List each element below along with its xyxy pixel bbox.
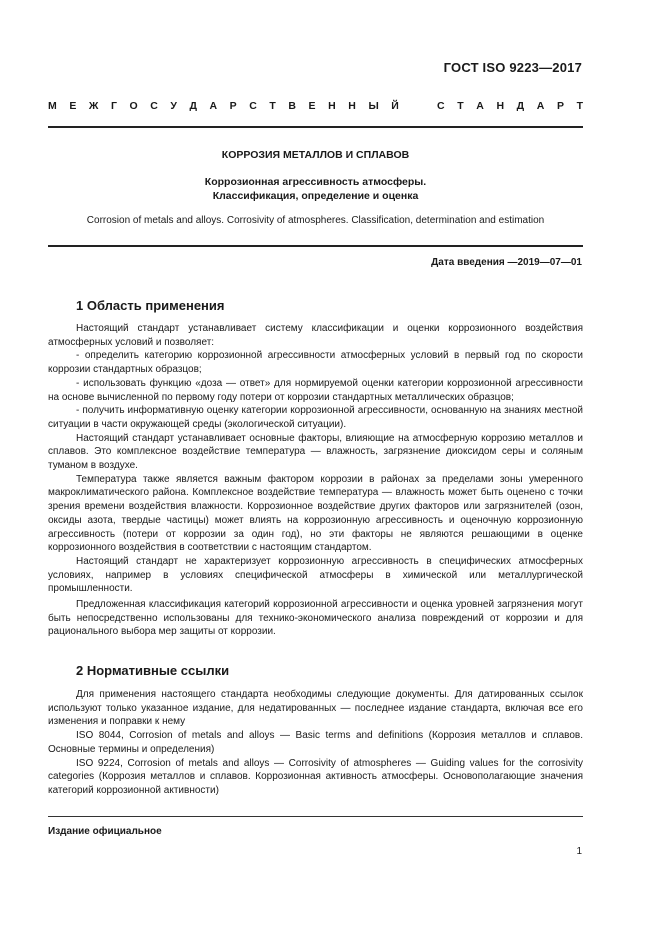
section-2-body <box>48 688 583 798</box>
list-item: - определить категорию коррозионной агрессивности атмосферных условий в первый год по скорости коррозии стандартных образцов; <box>48 350 583 376</box>
footer-rule <box>48 816 583 817</box>
document-code: ГОСТ ISO 9223—2017 <box>443 60 582 75</box>
interstate-word: М Е Ж Г О С У Д А Р С Т В Е Н Н Ы Й <box>48 100 399 112</box>
title-rule <box>48 245 583 247</box>
introduction-date: Дата введения —2019—07—01 <box>431 257 582 268</box>
list-item: - получить информативную оценку категории коррозионной агрессивности, основанную на знаниях местной ситуации в части окружающей среды (экологической ситуации). <box>48 405 583 430</box>
section-2-heading: 2 Нормативные ссылки <box>76 663 230 678</box>
title-subtitle <box>48 175 583 203</box>
paragraph: Температура также является важным фактором коррозии в районах за пределами зоны умеренного макроклиматического района. Комплексное воздействие температура — влажность может быть оценено с точки зрения времени воздействия влажности. Коррозионное воздействие других факторов или загрязнителей (озон, оксиды азота, твердые частицы) может влиять на коррозионную агрессивность и оценочную коррозионную агрессивность (потери от коррозии за один год), но эти факторы не являются решающими в оценке коррозионного воздействия в соответствии с настоящим стандартом. <box>48 473 583 554</box>
title-subtitle-line2: Классификация, определение и оценка <box>212 190 419 202</box>
paragraph: Настоящий стандарт не характеризует коррозионную агрессивность в специфических атмосферных условиях, например в условиях специфической атмосферы в химической или металлургической промышленности. <box>48 555 583 595</box>
title-subtitle-line1: Коррозионная агрессивность атмосферы. <box>204 176 427 188</box>
title-main: КОРРОЗИЯ МЕТАЛЛОВ И СПЛАВОВ <box>221 149 410 161</box>
paragraph: Настоящий стандарт устанавливает систему классификации и оценки коррозионного воздействия атмосферных условий и позволяет: <box>48 323 583 348</box>
section-1-body <box>48 322 583 639</box>
official-edition-label: Издание официальное <box>48 826 162 837</box>
reference-item: ISO 9224, Corrosion of metals and alloys — Corrosivity of atmospheres — Guiding values for the corrosivity categories (Коррозия металлов и сплавов. Коррозионная активность атмосферы. Основополагающие значения категорий коррозионной активности) <box>48 757 583 796</box>
reference-item: ISO 8044, Corrosion of metals and alloys — Basic terms and definitions (Коррозия металлов и сплавов. Основные термины и определения) <box>48 730 583 755</box>
paragraph: Настоящий стандарт устанавливает основные факторы, влияющие на атмосферную коррозию металлов и сплавов. Это комплексное воздействие температура — влажность, загрязнение диоксидом серы и соляным туманом в воздухе. <box>48 432 583 472</box>
section-1-heading: 1 Область применения <box>76 298 225 313</box>
paragraph: Для применения настоящего стандарта необходимы следующие документы. Для датированных ссылок используют только указанное издание, для недатированных — последнее издание стандарта, включая все его изменения и поправки к нему <box>48 689 583 728</box>
page-number: 1 <box>576 846 582 857</box>
interstate-standard-banner <box>48 100 583 112</box>
list-item: - использовать функцию «доза — ответ» для нормируемой оценки категории коррозионной агрессивности на основе вычисленной по первому году потери от коррозии стандартных металлических образцов; <box>48 377 583 403</box>
header-rule <box>48 126 583 128</box>
standard-word: С Т А Н Д А Р Т <box>437 100 583 112</box>
title-english: Corrosion of metals and alloys. Corrosivity of atmospheres. Classification, determination and estimation <box>86 215 545 226</box>
paragraph: Предложенная классификация категорий коррозионной агрессивности и оценка уровней загрязнения могут быть непосредственно использованы для технико-экономического анализа повреждений от коррозии и для рационального выбора мер защиты от коррозии. <box>48 599 583 638</box>
